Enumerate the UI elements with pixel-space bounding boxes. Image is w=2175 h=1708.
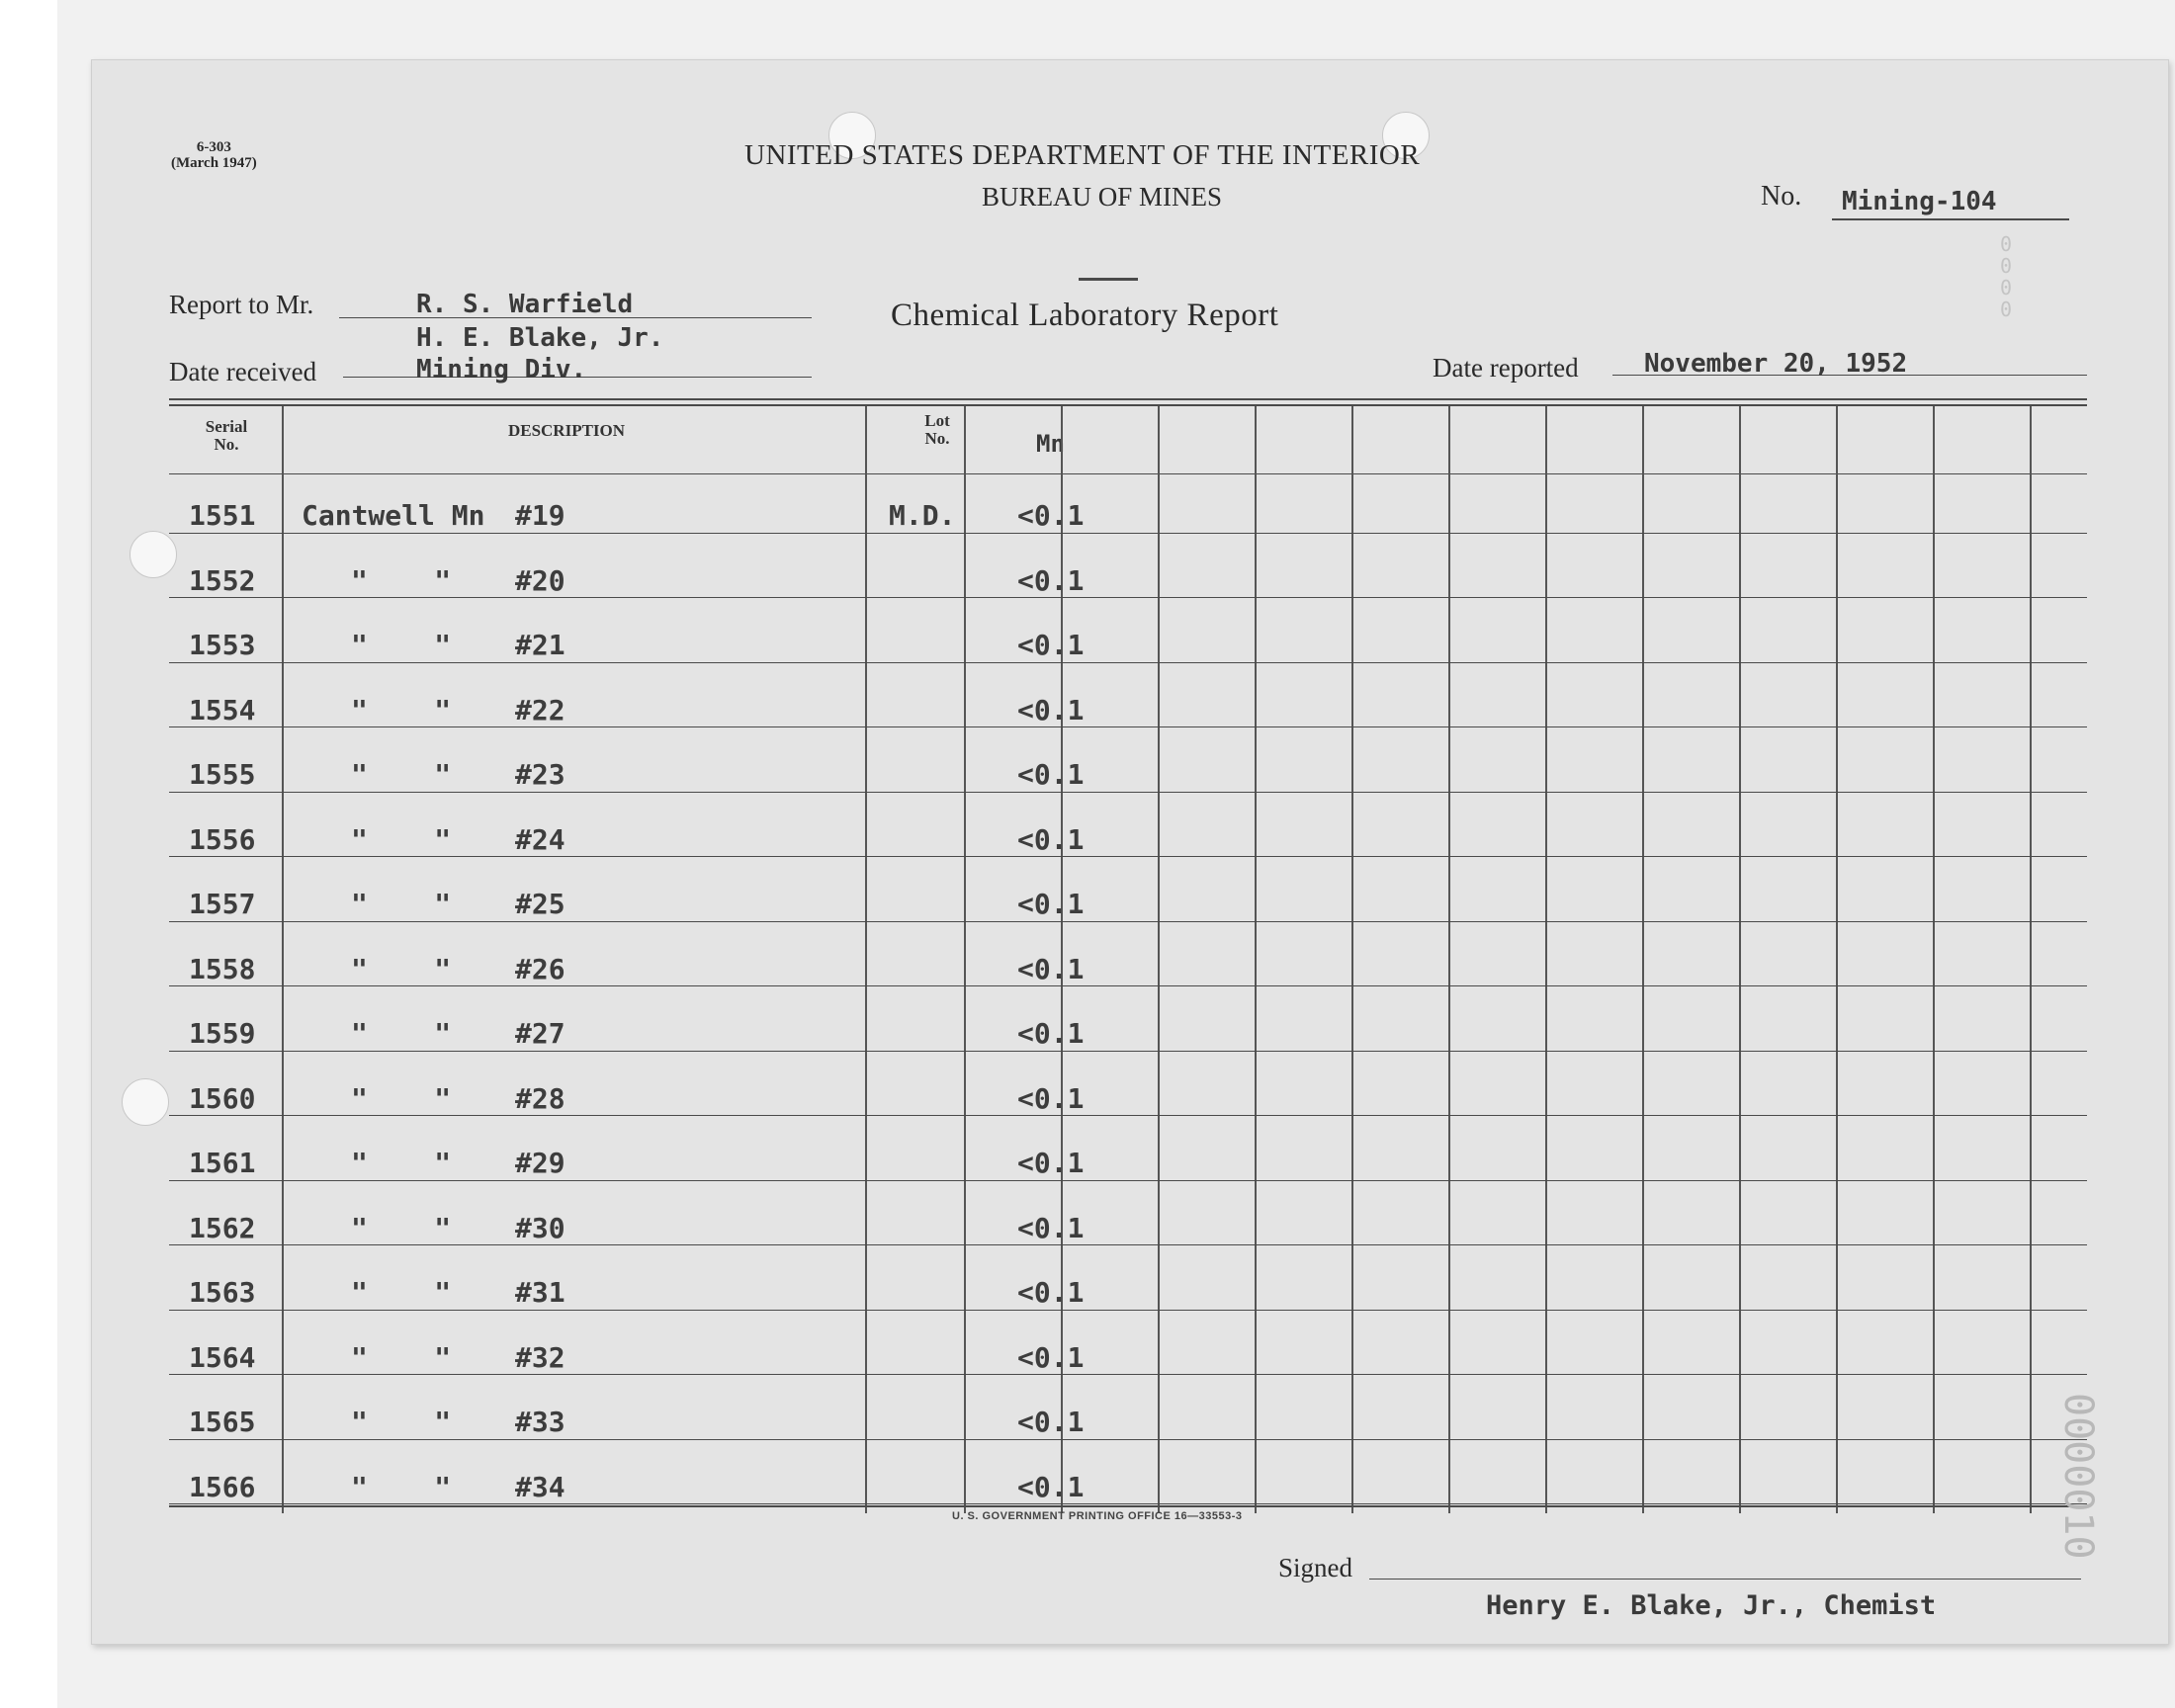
serial-cell: 1564 bbox=[189, 1340, 256, 1374]
description-number-cell: #20 bbox=[515, 563, 566, 597]
description-number-cell: #33 bbox=[515, 1406, 566, 1438]
description-name-cell: " " bbox=[351, 758, 452, 791]
mn-value-cell: <0.1 bbox=[1017, 693, 1085, 726]
table-column-rule bbox=[1836, 406, 1838, 1513]
table-column-rule bbox=[1351, 406, 1353, 1513]
row-rule bbox=[169, 1180, 2087, 1181]
description-number-cell: #27 bbox=[515, 1017, 566, 1050]
table-column-rule bbox=[1545, 406, 1547, 1513]
serial-cell: 1557 bbox=[189, 888, 256, 920]
description-name-cell: " " bbox=[351, 629, 452, 661]
punch-hole bbox=[122, 1078, 169, 1126]
row-rule bbox=[169, 856, 2087, 857]
serial-cell: 1559 bbox=[189, 1017, 256, 1050]
table-top-rule bbox=[169, 398, 2087, 400]
mn-value-cell: <0.1 bbox=[1017, 822, 1085, 856]
row-rule bbox=[169, 1310, 2087, 1311]
serial-cell: 1560 bbox=[189, 1081, 256, 1115]
mn-value-cell: <0.1 bbox=[1017, 1340, 1085, 1374]
signature: Henry E. Blake, Jr., Chemist bbox=[1486, 1590, 1937, 1621]
serial-cell: 1562 bbox=[189, 1211, 256, 1244]
table-column-rule bbox=[1933, 406, 1935, 1513]
serial-cell: 1566 bbox=[189, 1470, 256, 1503]
description-name-cell: " " bbox=[351, 693, 452, 726]
report-no-line bbox=[1832, 218, 2069, 220]
table-column-rule bbox=[1255, 406, 1257, 1513]
row-rule bbox=[169, 792, 2087, 793]
table-column-rule bbox=[1448, 406, 1450, 1513]
description-name-cell: " " bbox=[351, 1406, 452, 1438]
description-name-cell: Cantwell Mn bbox=[302, 499, 485, 532]
description-number-cell: #32 bbox=[515, 1340, 566, 1374]
table-column-rule bbox=[1158, 406, 1160, 1513]
row-rule bbox=[169, 1439, 2087, 1440]
col-header-mn: Mn bbox=[1036, 430, 1065, 458]
report-no-label: No. bbox=[1761, 181, 1802, 212]
description-name-cell: " " bbox=[351, 822, 452, 856]
description-number-cell: #24 bbox=[515, 822, 566, 856]
description-number-cell: #19 bbox=[515, 499, 566, 532]
table-column-rule bbox=[282, 406, 284, 1513]
row-rule bbox=[169, 726, 2087, 727]
mn-value-cell: <0.1 bbox=[1017, 499, 1085, 532]
description-number-cell: #30 bbox=[515, 1211, 566, 1244]
table-column-rule bbox=[964, 406, 966, 1513]
form-number: 6-303 (March 1947) bbox=[171, 139, 257, 171]
row-rule bbox=[169, 1244, 2087, 1245]
serial-cell: 1556 bbox=[189, 822, 256, 856]
report-to-label: Report to Mr. bbox=[169, 290, 314, 319]
row-rule bbox=[169, 1503, 2087, 1504]
report-to-recipient-2: H. E. Blake, Jr. bbox=[416, 323, 664, 353]
description-name-cell: " " bbox=[351, 1081, 452, 1115]
col-header-lot: Lot No. bbox=[924, 411, 950, 448]
serial-cell: 1553 bbox=[189, 629, 256, 661]
description-number-cell: #34 bbox=[515, 1470, 566, 1503]
row-rule bbox=[169, 597, 2087, 598]
row-rule bbox=[169, 921, 2087, 922]
description-name-cell: " " bbox=[351, 888, 452, 920]
description-number-cell: #22 bbox=[515, 693, 566, 726]
description-name-cell: " " bbox=[351, 1147, 452, 1179]
table-header-rule bbox=[169, 473, 2087, 474]
mn-value-cell: <0.1 bbox=[1017, 563, 1085, 597]
table-column-rule bbox=[1642, 406, 1644, 1513]
mn-value-cell: <0.1 bbox=[1017, 1276, 1085, 1309]
printing-office-note: U. S. GOVERNMENT PRINTING OFFICE 16—33553-3 bbox=[952, 1510, 1243, 1522]
serial-stamp: 0000010 bbox=[2055, 1393, 2101, 1560]
row-rule bbox=[169, 662, 2087, 663]
serial-cell: 1551 bbox=[189, 499, 256, 532]
date-reported-label: Date reported bbox=[1433, 353, 1579, 383]
description-number-cell: #23 bbox=[515, 758, 566, 791]
serial-cell: 1563 bbox=[189, 1276, 256, 1309]
description-name-cell: " " bbox=[351, 1470, 452, 1503]
description-number-cell: #25 bbox=[515, 888, 566, 920]
table-column-rule bbox=[865, 406, 867, 1513]
serial-cell: 1561 bbox=[189, 1147, 256, 1179]
mn-value-cell: <0.1 bbox=[1017, 1211, 1085, 1244]
serial-cell: 1565 bbox=[189, 1406, 256, 1438]
description-number-cell: #29 bbox=[515, 1147, 566, 1179]
description-name-cell: " " bbox=[351, 1017, 452, 1050]
department-title: UNITED STATES DEPARTMENT OF THE INTERIOR bbox=[744, 139, 1421, 171]
lot-cell: M.D. bbox=[889, 499, 956, 532]
report-no-value: Mining-104 bbox=[1842, 187, 1997, 216]
description-number-cell: #28 bbox=[515, 1081, 566, 1115]
description-name-cell: " " bbox=[351, 952, 452, 985]
serial-cell: 1552 bbox=[189, 563, 256, 597]
mn-value-cell: <0.1 bbox=[1017, 1081, 1085, 1115]
report-title: Chemical Laboratory Report bbox=[891, 298, 1279, 333]
mn-value-cell: <0.1 bbox=[1017, 1147, 1085, 1179]
description-number-cell: #26 bbox=[515, 952, 566, 985]
mn-value-cell: <0.1 bbox=[1017, 888, 1085, 920]
table-top-rule-2 bbox=[169, 404, 2087, 406]
signature-line bbox=[1369, 1579, 2081, 1580]
signed-label: Signed bbox=[1278, 1553, 1353, 1582]
row-rule bbox=[169, 533, 2087, 534]
description-name-cell: " " bbox=[351, 1340, 452, 1374]
description-name-cell: " " bbox=[351, 1276, 452, 1309]
table-column-rule bbox=[1739, 406, 1741, 1513]
description-name-cell: " " bbox=[351, 1211, 452, 1244]
date-reported-value: November 20, 1952 bbox=[1644, 349, 1908, 379]
serial-cell: 1554 bbox=[189, 693, 256, 726]
faint-stamp-top: 0 0 0 0 bbox=[2000, 232, 2013, 321]
mn-value-cell: <0.1 bbox=[1017, 629, 1085, 661]
row-rule bbox=[169, 1051, 2087, 1052]
bureau-title: BUREAU OF MINES bbox=[982, 182, 1223, 212]
serial-cell: 1558 bbox=[189, 952, 256, 985]
row-rule bbox=[169, 1115, 2087, 1116]
description-number-cell: #31 bbox=[515, 1276, 566, 1309]
report-to-recipient-1: R. S. Warfield bbox=[416, 290, 634, 319]
mn-value-cell: <0.1 bbox=[1017, 952, 1085, 985]
mn-value-cell: <0.1 bbox=[1017, 758, 1085, 791]
report-sheet bbox=[91, 59, 2169, 1645]
title-rule bbox=[1079, 278, 1138, 281]
serial-cell: 1555 bbox=[189, 758, 256, 791]
col-header-serial: Serial No. bbox=[205, 417, 248, 454]
punch-hole bbox=[130, 531, 177, 578]
date-received-label: Date received bbox=[169, 357, 317, 386]
table-bottom-rule bbox=[169, 1505, 2087, 1507]
mn-value-cell: <0.1 bbox=[1017, 1406, 1085, 1438]
row-rule bbox=[169, 1374, 2087, 1375]
description-name-cell: " " bbox=[351, 563, 452, 597]
col-header-description: DESCRIPTION bbox=[507, 421, 626, 440]
row-rule bbox=[169, 985, 2087, 986]
mn-value-cell: <0.1 bbox=[1017, 1017, 1085, 1050]
mn-value-cell: <0.1 bbox=[1017, 1470, 1085, 1503]
description-number-cell: #21 bbox=[515, 629, 566, 661]
table-column-rule bbox=[2030, 406, 2032, 1513]
report-to-division: Mining Div. bbox=[416, 355, 587, 384]
